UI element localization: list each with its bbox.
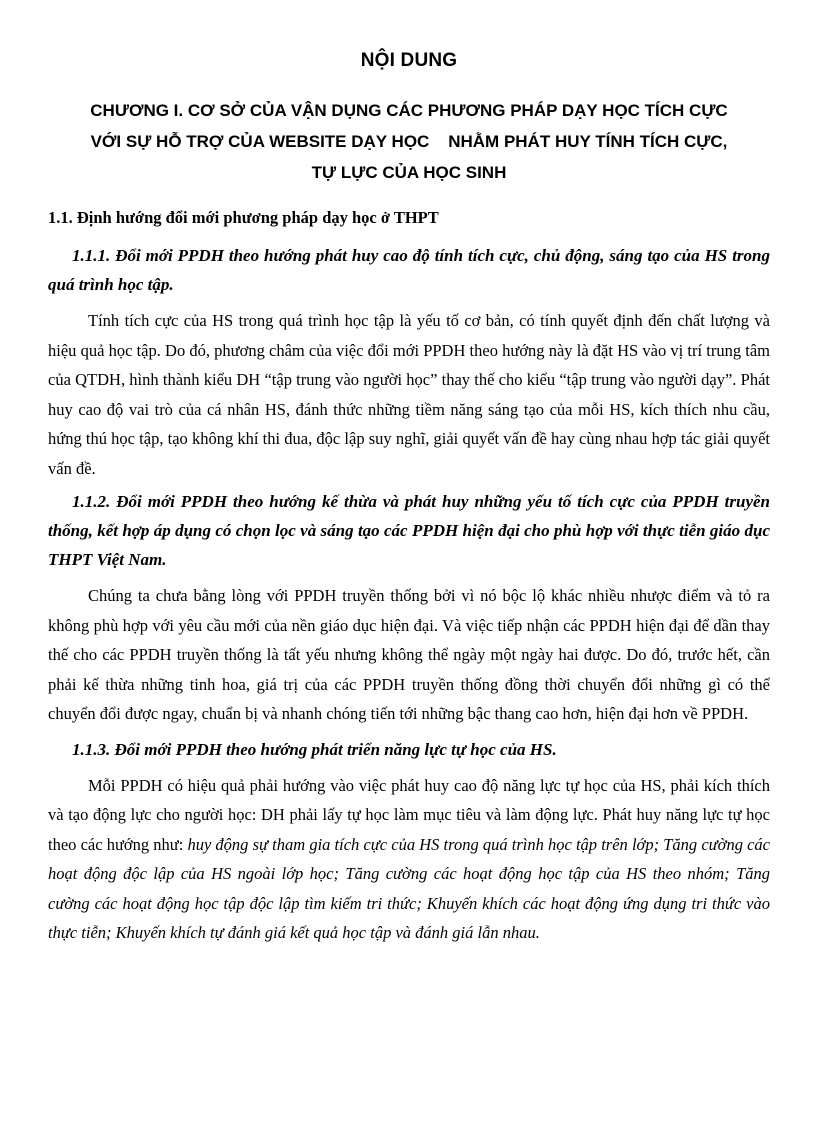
paragraph-3 (48, 771, 770, 948)
subsection-heading-1-1-3: 1.1.3. Đổi mới PPDH theo hướng phát triển năng lực tự học của HS. (72, 739, 557, 759)
chapter-title-line-1: CHƯƠNG I. CƠ SỞ CỦA VẬN DỤNG CÁC PHƯƠNG PHÁP DẠY HỌC TÍCH CỰC (90, 101, 728, 120)
paragraph-3-italic-text: huy động sự tham gia tích cực của HS trong quá trình học tập trên lớp; Tăng cường các hoạt động độc lập của HS ngoài lớp học; Tăng cường các hoạt động học tập của HS theo nhóm; Tăng cường các hoạt động học tập độc lập tìm kiếm tri thức; Khuyến khích các hoạt động ứng dụng tri thức vào thực tiễn; Khuyến khích tự đánh giá kết quả học tập và đánh giá lẫn nhau. (48, 834, 771, 942)
subsection-heading-1-1-2: 1.1.2. Đổi mới PPDH theo hướng kế thừa và phát huy những yếu tố tích cực của PPDH truyền thống, kết hợp áp dụng có chọn lọc và sáng tạo các PPDH hiện đại cho phù hợp với thực tiễn giáo dục THPT Việt Nam. (48, 492, 770, 569)
chapter-title-line-2: VỚI SỰ HỖ TRỢ CỦA WEBSITE DẠY HỌC NHẰM PHÁT HUY TÍNH TÍCH CỰC, (90, 132, 728, 151)
section-heading-1-1: 1.1. Định hướng đổi mới phương pháp dạy học ở THPT (48, 208, 439, 227)
paragraph-2: Chúng ta chưa bằng lòng với PPDH truyền thống bởi vì nó bộc lộ khác nhiều nhược điểm và tỏ ra không phù hợp với yêu cầu mới của nền giáo dục hiện đại. Và việc tiếp nhận các PPDH hiện đại để dần thay thế cho các PPDH truyền thống là tất yếu nhưng không thể ngày một ngày hai được. Do đó, trước hết, cần phải kế thừa những tinh hoa, giá trị của các PPDH truyền thống đồng thời chuyển đổi những gì có thể chuyển đổi được ngay, chuẩn bị và nhanh chóng tiến tới những bậc thang cao hơn, hiện đại hơn về PPDH. (48, 586, 770, 723)
chapter-title-line-3: TỰ LỰC CỦA HỌC SINH (311, 163, 507, 182)
chapter-title (48, 95, 770, 188)
page-heading: NỘI DUNG (360, 50, 458, 71)
paragraph-1: Tính tích cực của HS trong quá trình học tập là yếu tố cơ bản, có tính quyết định đến chất lượng và hiệu quả học tập. Do đó, phương châm của việc đổi mới PPDH theo hướng này là đặt HS vào vị trí trung tâm của QTDH, hình thành kiểu DH “tập trung vào người học” thay thế cho kiểu “tập trung vào người dạy”. Phát huy cao độ vai trò của cá nhân HS, đánh thức những tiềm năng sáng tạo của mỗi HS, kích thích nhu cầu, hứng thú học tập, tạo không khí thi đua, độc lập suy nghĩ, giải quyết vấn đề hay cùng nhau hợp tác giải quyết vấn đề. (48, 311, 770, 478)
subsection-heading-1-1-1: 1.1.1. Đổi mới PPDH theo hướng phát huy cao độ tính tích cực, chủ động, sáng tạo của HS trong quá trình học tập. (48, 246, 770, 294)
paragraph-3-text: Mỗi PPDH có hiệu quả phải hướng vào việc phát huy cao độ năng lực tự học của HS, phải kích thích và tạo động lực cho người học: DH phải lấy tự học làm mục tiêu và làm động lực. Phát huy năng lực tự học theo các hướng như: (48, 775, 770, 854)
document-page (48, 50, 770, 952)
